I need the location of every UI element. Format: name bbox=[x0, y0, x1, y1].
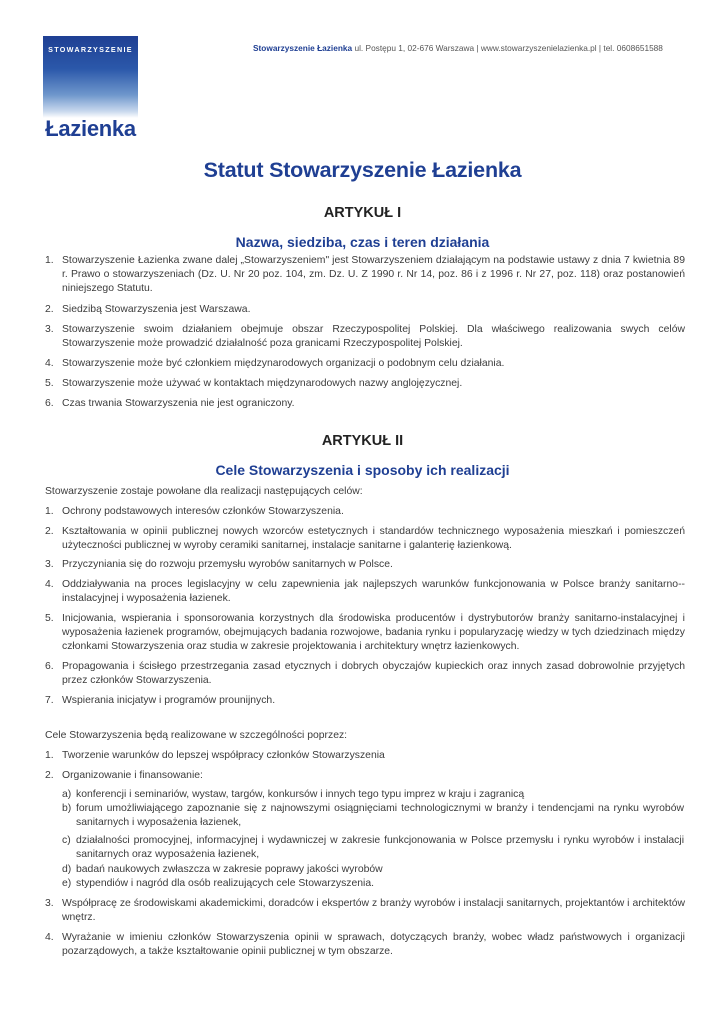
item-text: Stowarzyszenie Łazienka zwane dalej „Stowarzyszeniem" jest Stowarzyszeniem działającym na podstawie ustawy z dnia 7 kwietnia 89 r. Prawo o stowarzyszeniach (Dz. U. Nr 20 poz. 104, zm. Dz. U. Z 1990 r. Nr 14, poz. 86 i z 1996 r. Nr 27, poz. 118) oraz postanowień niniejszego Statutu. bbox=[62, 255, 685, 295]
item-text: Tworzenie warunków do lepszej współpracy członków Stowarzyszenia bbox=[62, 750, 385, 761]
item-number: 5. bbox=[45, 378, 54, 389]
item-number: 3. bbox=[45, 559, 54, 570]
article-1-subheading: Nazwa, siedziba, czas i teren działania bbox=[235, 234, 490, 250]
item-text: Inicjowania, wspierania i sponsorowania korzystnych dla środowiska producentów i dystrybutorów branży sanitarno-instalacyjnej i wyposażenia łazienek programów, obejmujących badania rozwojowe, badania rynku i popularyzację wiedzy w tych dziedzinach między członkami Stowarzyszenia oraz studia w zakresie projektowania i architektury wnętrz łazienkowych. bbox=[62, 613, 685, 653]
item-text: Przyczyniania się do rozwoju przemysłu wyrobów sanitarnych w Polsce. bbox=[62, 559, 393, 570]
list-item bbox=[45, 931, 685, 959]
sub-item-letter: e) bbox=[62, 878, 72, 889]
header-address: ul. Postępu 1, 02-676 Warszawa bbox=[354, 43, 475, 53]
item-number: 6. bbox=[45, 398, 54, 409]
item-text: Oddziaływania na proces legislacyjny w celu zapewnienia jak najlepszych warunków funkcjonowania w Polsce branży sanitarno--instalacyjnej i wyposażenia łazienek. bbox=[62, 579, 685, 605]
sub-item-letter: d) bbox=[62, 864, 72, 875]
item-number: 1. bbox=[45, 750, 54, 761]
list-item bbox=[45, 357, 685, 371]
item-number: 2. bbox=[45, 526, 54, 537]
list-item bbox=[45, 612, 685, 655]
list-item bbox=[45, 377, 685, 391]
header-contact-line bbox=[253, 43, 693, 53]
logo-small-text: STOWARZYSZENIE bbox=[48, 45, 133, 54]
sub-list-item bbox=[62, 788, 684, 802]
item-text: Propagowania i ścisłego przestrzegania zasad etycznych i dobrych obyczajów kupieckich oraz innych zasad dobrowolnie przyjętych przez członków Stowarzyszenia. bbox=[62, 661, 685, 687]
item-number: 3. bbox=[45, 898, 54, 909]
item-number: 4. bbox=[45, 358, 54, 369]
item-text: Kształtowania w opinii publicznej nowych wzorców estetycznych i standardów technicznego wyposażenia mieszkań i pomieszczeń użyteczności publicznej w wyroby ceramiki sanitarnej, instalacje sanitarne i galanterię łazienkową. bbox=[62, 526, 685, 552]
sub-list-item bbox=[62, 802, 684, 830]
list-item bbox=[45, 769, 685, 783]
item-number: 6. bbox=[45, 661, 54, 672]
header-separator: | bbox=[476, 43, 479, 53]
means-intro: Cele Stowarzyszenia będą realizowane w szczególności poprzez: bbox=[45, 730, 348, 741]
item-text: Współpracę ze środowiskami akademickimi, doradców i ekspertów z branży wyrobów i instalacji sanitarnych, projektantów i architektów wnętrz. bbox=[62, 898, 685, 924]
sub-list-item bbox=[62, 863, 684, 877]
item-text: Wyrażanie w imieniu członków Stowarzyszenia opinii w sprawach, dotyczących branży, wobec władz państwowych i organizacji pozarządowych, a także kształtowanie opinii publicznej w tym obszarze. bbox=[62, 932, 685, 958]
item-number: 7. bbox=[45, 695, 54, 706]
sub-item-letter: a) bbox=[62, 789, 72, 800]
header-website[interactable]: www.stowarzyszenielazienka.pl bbox=[480, 43, 597, 53]
list-item bbox=[45, 694, 685, 708]
list-item bbox=[45, 505, 685, 519]
list-item bbox=[45, 303, 685, 317]
list-item bbox=[45, 525, 685, 553]
sub-item-text: forum umożliwiającego zapoznanie się z najnowszymi osiągnięciami technologicznymi w branży i tendencjami na rynku wyrobów sanitarnych i wyposażenia łazienek, bbox=[76, 803, 684, 829]
item-number: 3. bbox=[45, 324, 54, 335]
item-text: Wspierania inicjatyw i programów prounijnych. bbox=[62, 695, 276, 706]
item-number: 1. bbox=[45, 255, 54, 266]
item-text: Stowarzyszenie może używać w kontaktach międzynarodowych nazwy anglojęzycznej. bbox=[62, 378, 463, 389]
sub-item-text: działalności promocyjnej, informacyjnej i wydawniczej w zakresie funkcjonowania w Polsce przemysłu i rynku wyrobów i instalacji sanitarnych oraz wyposażenia łazienek, bbox=[76, 835, 684, 861]
logo-gradient-box bbox=[43, 36, 138, 118]
sub-item-text: badań naukowych zwłaszcza w zakresie poprawy jakości wyrobów bbox=[76, 864, 383, 875]
sub-list-item bbox=[62, 877, 684, 891]
list-item bbox=[45, 660, 685, 688]
list-item bbox=[45, 749, 685, 763]
item-text: Organizowanie i finansowanie: bbox=[62, 770, 203, 781]
article-1-heading: ARTYKUŁ I bbox=[323, 205, 402, 221]
document-title: Statut Stowarzyszenie Łazienka bbox=[203, 158, 522, 182]
logo-big-text: Łazienka bbox=[45, 116, 136, 141]
item-number: 2. bbox=[45, 770, 54, 781]
item-text: Ochrony podstawowych interesów członków Stowarzyszenia. bbox=[62, 506, 344, 517]
list-item bbox=[45, 397, 685, 411]
header-brand: Stowarzyszenie Łazienka bbox=[253, 43, 353, 53]
item-number: 4. bbox=[45, 932, 54, 943]
sub-item-letter: c) bbox=[62, 835, 71, 846]
sub-item-text: konferencji i seminariów, wystaw, targów, konkursów i innych tego typu imprez w kraju i zagranicą bbox=[76, 789, 525, 800]
sub-list-item bbox=[62, 834, 684, 862]
sub-item-letter: b) bbox=[62, 803, 72, 814]
item-text: Stowarzyszenie może być członkiem międzynarodowych organizacji o podobnym celu działania. bbox=[62, 358, 505, 369]
article-2-subheading: Cele Stowarzyszenia i sposoby ich realizacji bbox=[215, 462, 510, 478]
item-number: 1. bbox=[45, 506, 54, 517]
list-item bbox=[45, 578, 685, 606]
header-separator: | bbox=[598, 43, 602, 53]
item-number: 5. bbox=[45, 613, 54, 624]
list-item bbox=[45, 558, 685, 572]
item-number: 2. bbox=[45, 304, 54, 315]
item-text: Siedzibą Stowarzyszenia jest Warszawa. bbox=[62, 304, 251, 315]
item-text: Czas trwania Stowarzyszenia nie jest ograniczony. bbox=[62, 398, 295, 409]
header-phone: tel. 0608651588 bbox=[603, 43, 663, 53]
item-number: 4. bbox=[45, 579, 54, 590]
list-item bbox=[45, 254, 685, 297]
list-item bbox=[45, 323, 685, 351]
sub-item-text: stypendiów i nagród dla osób realizujących cele Stowarzyszenia. bbox=[76, 878, 375, 889]
list-item bbox=[45, 897, 685, 925]
article-2-heading: ARTYKUŁ II bbox=[321, 433, 404, 449]
item-text: Stowarzyszenie swoim działaniem obejmuje obszar Rzeczypospolitej Polskiej. Dla właściwego realizowania swych celów Stowarzyszenie może prowadzić działalność poza granicami Rzeczypospolitej Polskiej. bbox=[62, 324, 685, 350]
article-2-intro: Stowarzyszenie zostaje powołane dla realizacji następujących celów: bbox=[45, 486, 363, 497]
